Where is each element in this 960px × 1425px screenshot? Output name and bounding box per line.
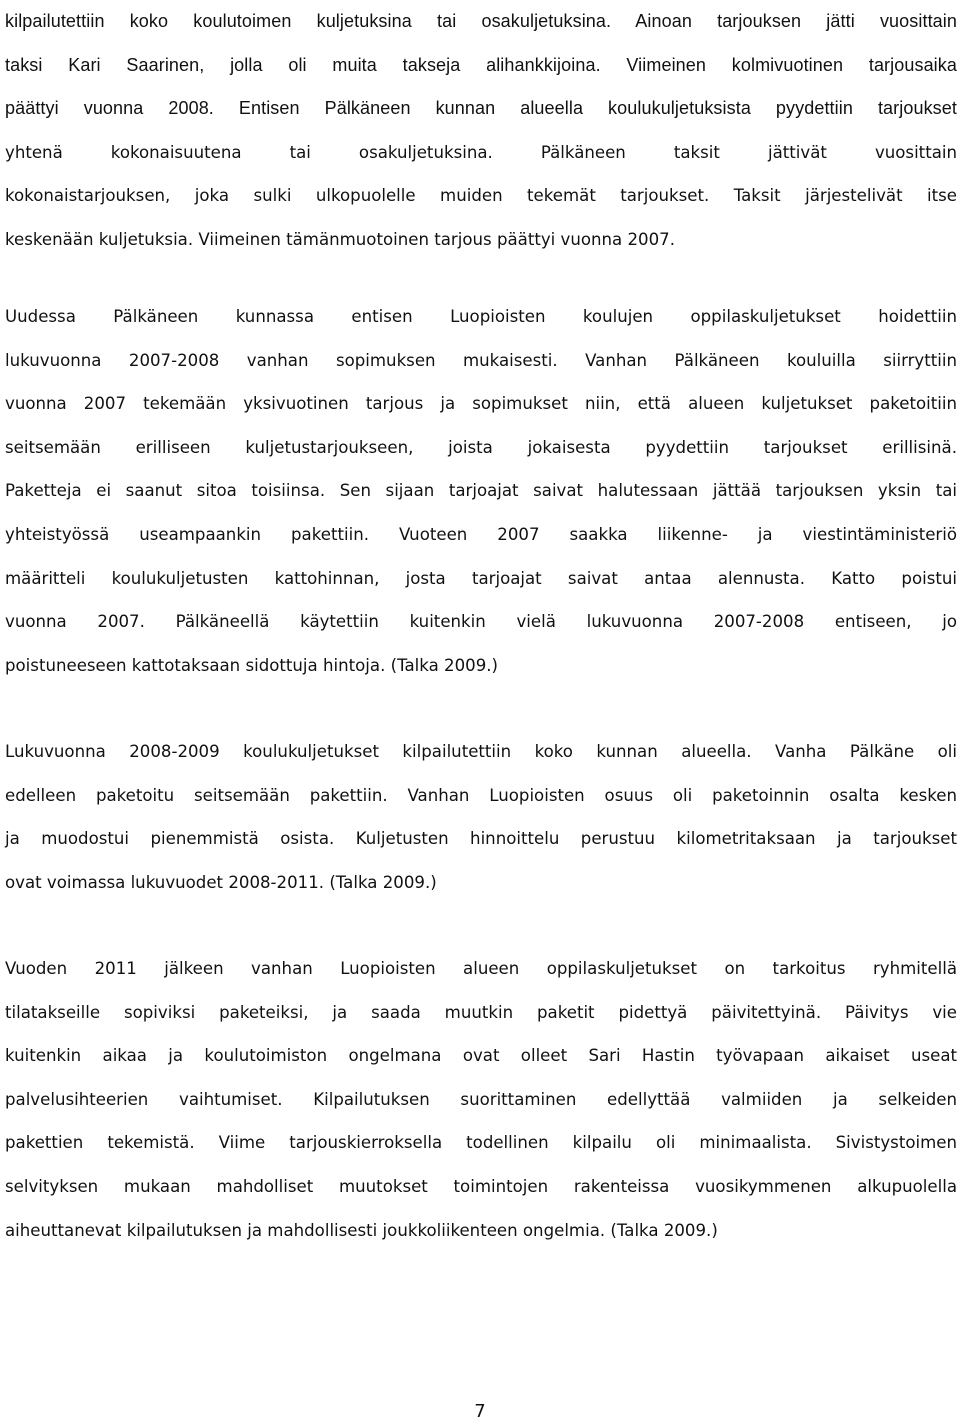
text-line: Vuoden 2011 jälkeen vanhan Luopioisten alueen oppilaskuljetukset on tarkoitus ryhmitellä	[5, 959, 957, 978]
text-line: Lukuvuonna 2008-2009 koulukuljetukset kilpailutettiin koko kunnan alueella. Vanha Pälkäne oli	[5, 742, 957, 761]
page-number: 7	[474, 1401, 486, 1422]
text-line: aiheuttanevat kilpailutuksen ja mahdollisesti joukkoliikenteen ongelmia. (Talka 2009.)	[5, 1220, 718, 1240]
text-line: ja muodostui pienemmistä osista. Kuljetusten hinnoittelu perustuu kilometritaksaan ja tarjoukset	[5, 829, 957, 849]
text-line: selvityksen mukaan mahdolliset muutokset toimintojen rakenteissa vuosikymmenen alkupuolella	[5, 1176, 957, 1196]
text-line: päättyi vuonna 2008. Entisen Pälkäneen kunnan alueella koulukuljetuksista pyydettiin tarjoukset	[5, 98, 957, 119]
text-line: palvelusihteerien vaihtumiset. Kilpailutuksen suorittaminen edellyttää valmiiden ja selkeiden	[5, 1089, 957, 1109]
text-line: tilatakseille sopiviksi paketeiksi, ja saada muutkin paketit pidettyä päivitettyinä. Päivitys vie	[5, 1002, 957, 1022]
text-line: Uudessa Pälkäneen kunnassa entisen Luopioisten koulujen oppilaskuljetukset hoidettiin	[5, 307, 957, 326]
text-line: poistuneeseen kattotaksaan sidottuja hintoja. (Talka 2009.)	[5, 655, 498, 675]
text-line: vuonna 2007. Pälkäneellä käytettiin kuitenkin vielä lukuvuonna 2007-2008 entiseen, jo	[5, 612, 957, 632]
text-line: lukuvuonna 2007-2008 vanhan sopimuksen mukaisesti. Vanhan Pälkäneen kouluilla siirryttiin	[5, 350, 957, 370]
text-line: taksi Kari Saarinen, jolla oli muita takseja alihankkijoina. Viimeinen kolmivuotinen tarjousaika	[5, 54, 957, 75]
text-line: kilpailutettiin koko koulutoimen kuljetuksina tai osakuljetuksina. Ainoan tarjouksen jätti vuosittain	[5, 11, 957, 31]
text-line: yhteistyössä useampaankin pakettiin. Vuoteen 2007 saakka liikenne- ja viestintäministeriö	[5, 524, 957, 544]
paragraph-4	[5, 947, 957, 1252]
text-line: ovat voimassa lukuvuodet 2008-2011. (Talka 2009.)	[5, 872, 437, 892]
text-line: pakettien tekemistä. Viime tarjouskierroksella todellinen kilpailu oli minimaalista. Sivistystoimen	[5, 1133, 957, 1153]
paragraph-3	[5, 730, 957, 904]
text-line: kokonaistarjouksen, joka sulki ulkopuolelle muiden tekemät tarjoukset. Taksit järjestelivät itse	[5, 186, 957, 206]
text-line: kuitenkin aikaa ja koulutoimiston ongelmana ovat olleet Sari Hastin työvapaan aikaiset useat	[5, 1046, 957, 1066]
text-line: keskenään kuljetuksia. Viimeinen tämänmuotoinen tarjous päättyi vuonna 2007.	[5, 229, 676, 249]
text-line: määritteli koulukuljetusten kattohinnan, josta tarjoajat saivat antaa alennusta. Katto poistui	[5, 568, 957, 588]
text-line: Paketteja ei saanut sitoa toisiinsa. Sen sijaan tarjoajat saivat halutessaan jättää tarjouksen yksin tai	[5, 481, 957, 501]
text-line: seitsemään erilliseen kuljetustarjoukseen, joista jokaisesta pyydettiin tarjoukset erillisinä.	[5, 437, 957, 457]
text-line: edelleen paketoitu seitsemään pakettiin. Vanhan Luopioisten osuus oli paketoinnin osalta kesken	[5, 785, 957, 805]
paragraph-2	[5, 295, 957, 687]
paragraph-1	[5, 0, 957, 262]
text-line: yhtenä kokonaisuutena tai osakuljetuksina. Pälkäneen taksit jättivät vuosittain	[5, 142, 957, 162]
text-line: vuonna 2007 tekemään yksivuotinen tarjous ja sopimukset niin, että alueen kuljetukset paketoitiin	[5, 394, 957, 414]
